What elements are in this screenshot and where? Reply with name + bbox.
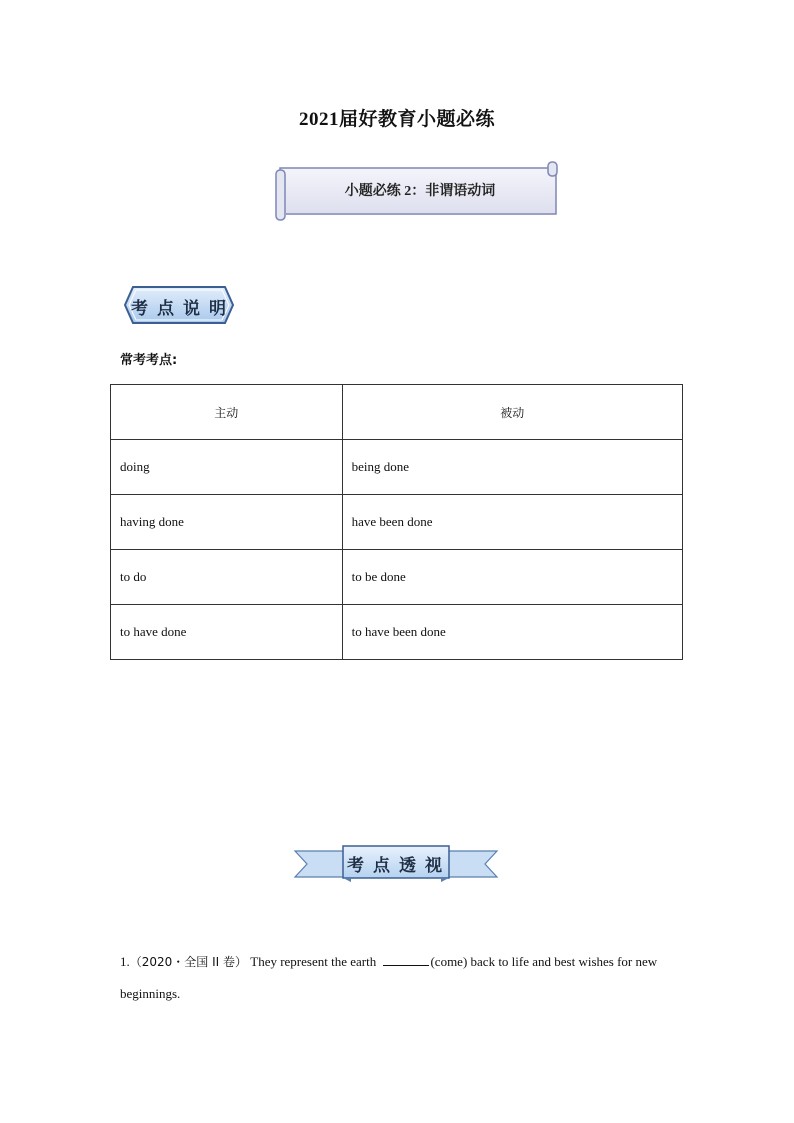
- section-label: 常考考点:: [120, 353, 178, 368]
- cell-passive: to have been done: [342, 605, 682, 660]
- section-ribbon-analysis: [293, 843, 499, 883]
- cell-passive: to be done: [342, 550, 682, 605]
- table-header-row: [111, 385, 683, 440]
- section-badge-label: 考点说明: [131, 299, 235, 319]
- section-ribbon-label: 考点透视: [347, 856, 451, 876]
- question-1: [120, 946, 685, 1009]
- section-badge-explanation: [123, 285, 235, 325]
- cell-active: having done: [111, 495, 343, 550]
- question-source: （2020・全国 II 卷）: [129, 955, 247, 969]
- question-text-after: (come) back to life and best wishes for new beginnings.: [120, 954, 658, 1001]
- table-row: [111, 550, 683, 605]
- header-passive: 被动: [342, 385, 682, 440]
- header-active: 主动: [111, 385, 343, 440]
- table-row: [111, 440, 683, 495]
- cell-passive: have been done: [342, 495, 682, 550]
- cell-active: to do: [111, 550, 343, 605]
- question-number: 1.: [120, 954, 130, 969]
- cell-passive: being done: [342, 440, 682, 495]
- cell-active: to have done: [111, 605, 343, 660]
- document-title: 2021届好教育小题必练: [298, 109, 495, 130]
- verb-forms-table: [110, 384, 683, 660]
- table-row: [111, 495, 683, 550]
- question-text-before: They represent the earth: [250, 954, 377, 969]
- answer-blank[interactable]: [383, 953, 429, 966]
- subtitle-scroll-banner: [274, 160, 560, 222]
- table-row: [111, 605, 683, 660]
- cell-active: doing: [111, 440, 343, 495]
- subtitle: 小题必练 2：非谓语动词: [344, 184, 496, 199]
